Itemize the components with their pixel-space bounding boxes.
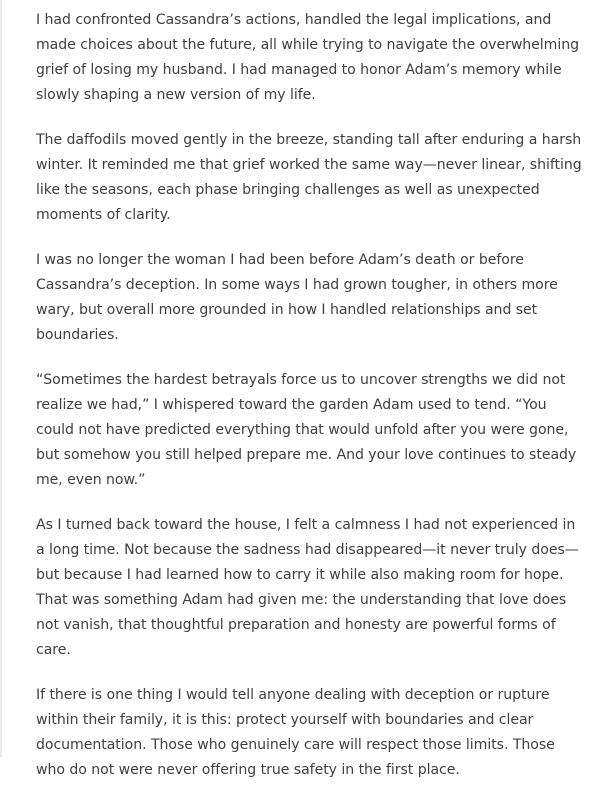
- paragraph-3: I was no longer the woman I had been before Adam’s death or before Cassandra’s deception. In some ways I had grown tougher, in others more wary, but overall more grounded in how I handled relationships and set boundaries.: [36, 252, 558, 343]
- article-body: [36, 8, 584, 803]
- paragraph-1: I had confronted Cassandra’s actions, handled the legal implications, and made choices about the future, all while trying to navigate the overwhelming grief of losing my husband. I had managed to honor Adam’s memory while slowly shaping a new version of my life.: [36, 12, 579, 103]
- left-border: [0, 0, 2, 757]
- paragraph-5: As I turned back toward the house, I felt a calmness I had not experienced in a long time. Not because the sadness had disappeared—it never truly does—but because I had learned how to carry it while also making room for hope. That was something Adam had given me: the understanding that love does not vanish, that thoughtful preparation and honesty are powerful forms of care.: [36, 517, 579, 658]
- paragraph-6: If there is one thing I would tell anyone dealing with deception or rupture within their family, it is this: protect yourself with boundaries and clear documentation. Those who genuinely care will respect those limits. Those who do not were never offering true safety in the first place.: [36, 687, 555, 778]
- paragraph-2: The daffodils moved gently in the breeze, standing tall after enduring a harsh winter. It reminded me that grief worked the same way—never linear, shifting like the seasons, each phase bringing challenges as well as unexpected moments of clarity.: [36, 132, 582, 223]
- paragraph-4: “Sometimes the hardest betrayals force us to uncover strengths we did not realize we had,” I whispered toward the garden Adam used to tend. “You could not have predicted everything that would unfold after you were gone, but somehow you still helped prepare me. And your love continues to steady me, even now.”: [36, 372, 577, 488]
